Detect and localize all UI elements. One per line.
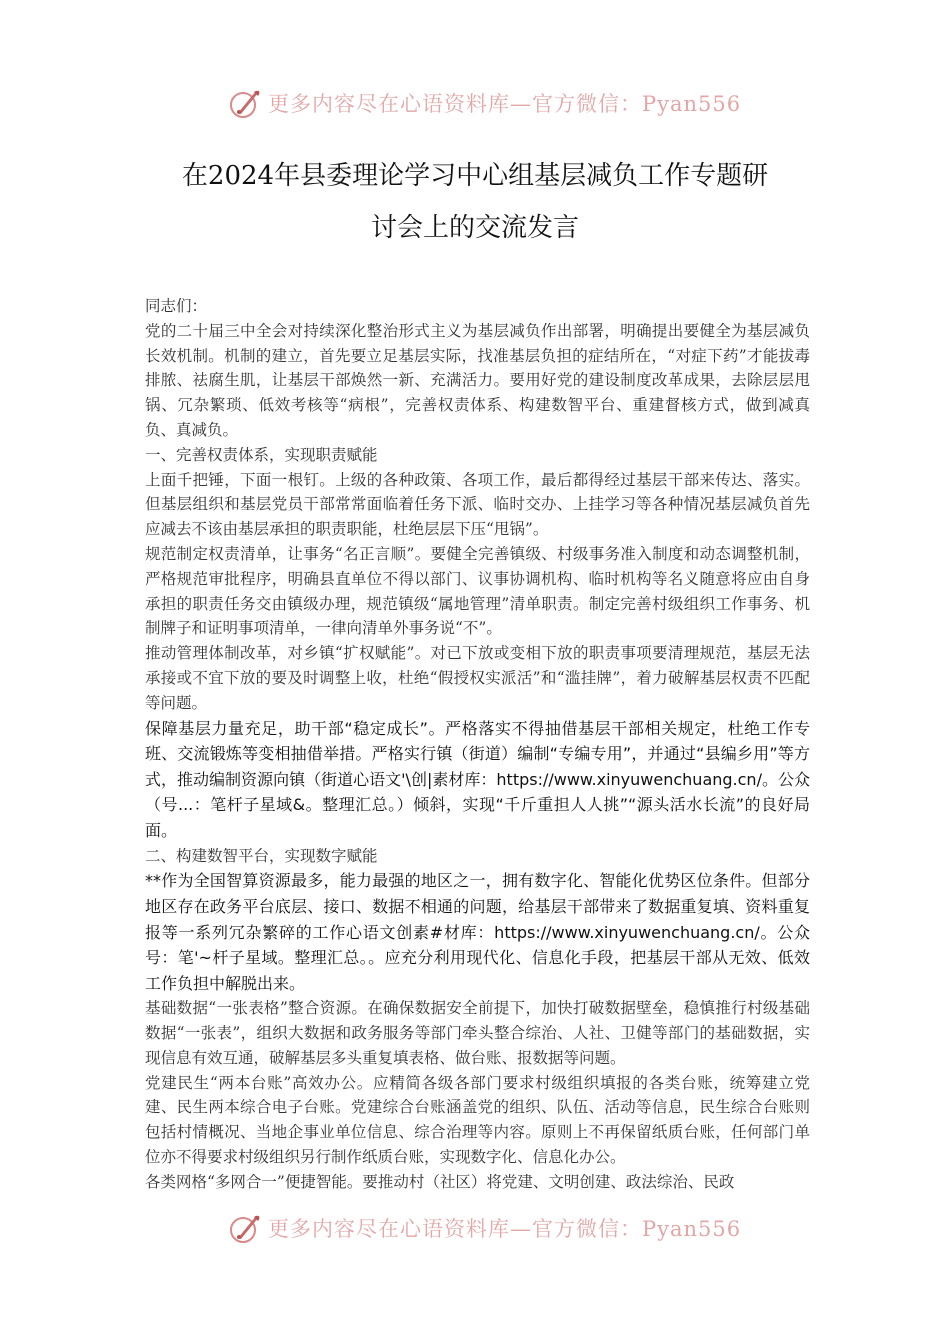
footer-watermark-banner <box>228 1210 748 1246</box>
paragraph: 推动管理体制改革，对乡镇“扩权赋能”。对已下放或变相下放的职责事项要清理规范，基层无法承接或不宜下放的要及时调整上收，杜绝“假授权实派活”和“滥挂牌”，着力破解基层权责不匹配等问题。 <box>145 644 810 712</box>
paragraph: 保障基层力量充足，助干部“稳定成长”。严格落实不得抽借基层干部相关规定，杜绝工作专班、交流锻炼等变相抽借举措。严格实行镇（街道）编制“专编专用”，并通过“县编乡用”等方式，推动编制资源向镇（街道心语文'\创|素材库：https://www.xinyuwenchuang.cn/。公众（号...：笔杆子星域&。整理汇总。）倾斜，实现“千斤重担人人挑”“源头活水长流”的良好局面。 <box>145 718 810 840</box>
document-title <box>100 150 850 254</box>
section-heading-2: 二、构建数智平台，实现数字赋能 <box>145 846 378 865</box>
paragraph: 党的二十届三中全会对持续深化整治形式主义为基层减负作出部署，明确提出要健全为基层减负长效机制。机制的建立，首先要立足基层实际，找准基层负担的症结所在，“对症下药”才能拔毒排脓、祛腐生肌，让基层干部焕然一新、充满活力。要用好党的建设制度改革成果，去除层层甩锅、冗杂繁琐、低效考核等“病根”，完善权责体系、构建数智平台、重建督核方式，做到减真负、真减负。 <box>145 321 810 439</box>
quill-logo-icon <box>228 1211 262 1245</box>
document-body <box>145 294 810 1195</box>
watermark-text: 更多内容尽在心语资料库—官方微信：Pyan556 <box>268 92 742 116</box>
paragraph: 规范制定权责清单，让事务“名正言顺”。要健全完善镇级、村级事务准入制度和动态调整机制，严格规范审批程序，明确县直单位不得以部门、议事协调机构、临时机构等名义随意将应由自身承担的职责任务交由镇级办理，规范镇级“属地管理”清单职责。制定完善村级组织工作事务、机制牌子和证明事项清单，一律向清单外事务说“不”。 <box>145 544 810 638</box>
title-line-1: 在2024年县委理论学习中心组基层减负工作专题研 <box>181 161 769 191</box>
paragraph: 上面千把锤，下面一根钉。上级的各种政策、各项工作，最后都得经过基层干部来传达、落实。但基层组织和基层党员干部常常面临着任务下派、临时交办、上挂学习等各种情况基层减负首先应减去不该由基层承担的职责职能，杜绝层层下压“甩锅”。 <box>145 470 810 539</box>
header-watermark-banner <box>228 85 748 121</box>
watermark-text: 更多内容尽在心语资料库—官方微信：Pyan556 <box>268 1217 742 1241</box>
paragraph: 各类网格“多网合一”便捷智能。要推动村（社区）将党建、文明创建、政法综治、民政 <box>145 1172 735 1191</box>
paragraph: **作为全国智算资源最多，能力最强的地区之一，拥有数字化、智能化优势区位条件。但部分地区存在政务平台底层、接口、数据不相通的问题，给基层干部带来了数据重复填、资料重复报等一系列冗杂繁碎的工作心语文创素#材库：https://www.xinyuwenchuang.cn/。公众号：笔'~杆子星域。整理汇总。。应充分利用现代化、信息化手段，把基层干部从无效、低效工作负担中解脱出来。 <box>145 871 810 993</box>
quill-logo-icon <box>228 86 262 120</box>
paragraph: 党建民生“两本台账”高效办公。应精简各级各部门要求村级组织填报的各类台账，统筹建立党建、民生两本综合电子台账。党建综合台账涵盖党的组织、队伍、活动等信息，民生综合台账则包括村情概况、当地企事业单位信息、综合治理等内容。原则上不再保留纸质台账，任何部门单位亦不得要求村级组织另行制作纸质台账，实现数字化、信息化办公。 <box>145 1073 810 1167</box>
title-line-2: 讨会上的交流发言 <box>370 213 579 243</box>
salutation: 同志们： <box>145 297 208 315</box>
section-heading-1: 一、完善权责体系，实现职责赋能 <box>145 445 378 464</box>
paragraph: 基础数据“一张表格”整合资源。在确保数据安全前提下，加快打破数据壁垒，稳慎推行村级基础数据“一张表”，组织大数据和政务服务等部门牵头整合综治、人社、卫健等部门的基础数据，实现信息有效互通，破解基层多头重复填表格、做台账、报数据等问题。 <box>145 999 810 1067</box>
